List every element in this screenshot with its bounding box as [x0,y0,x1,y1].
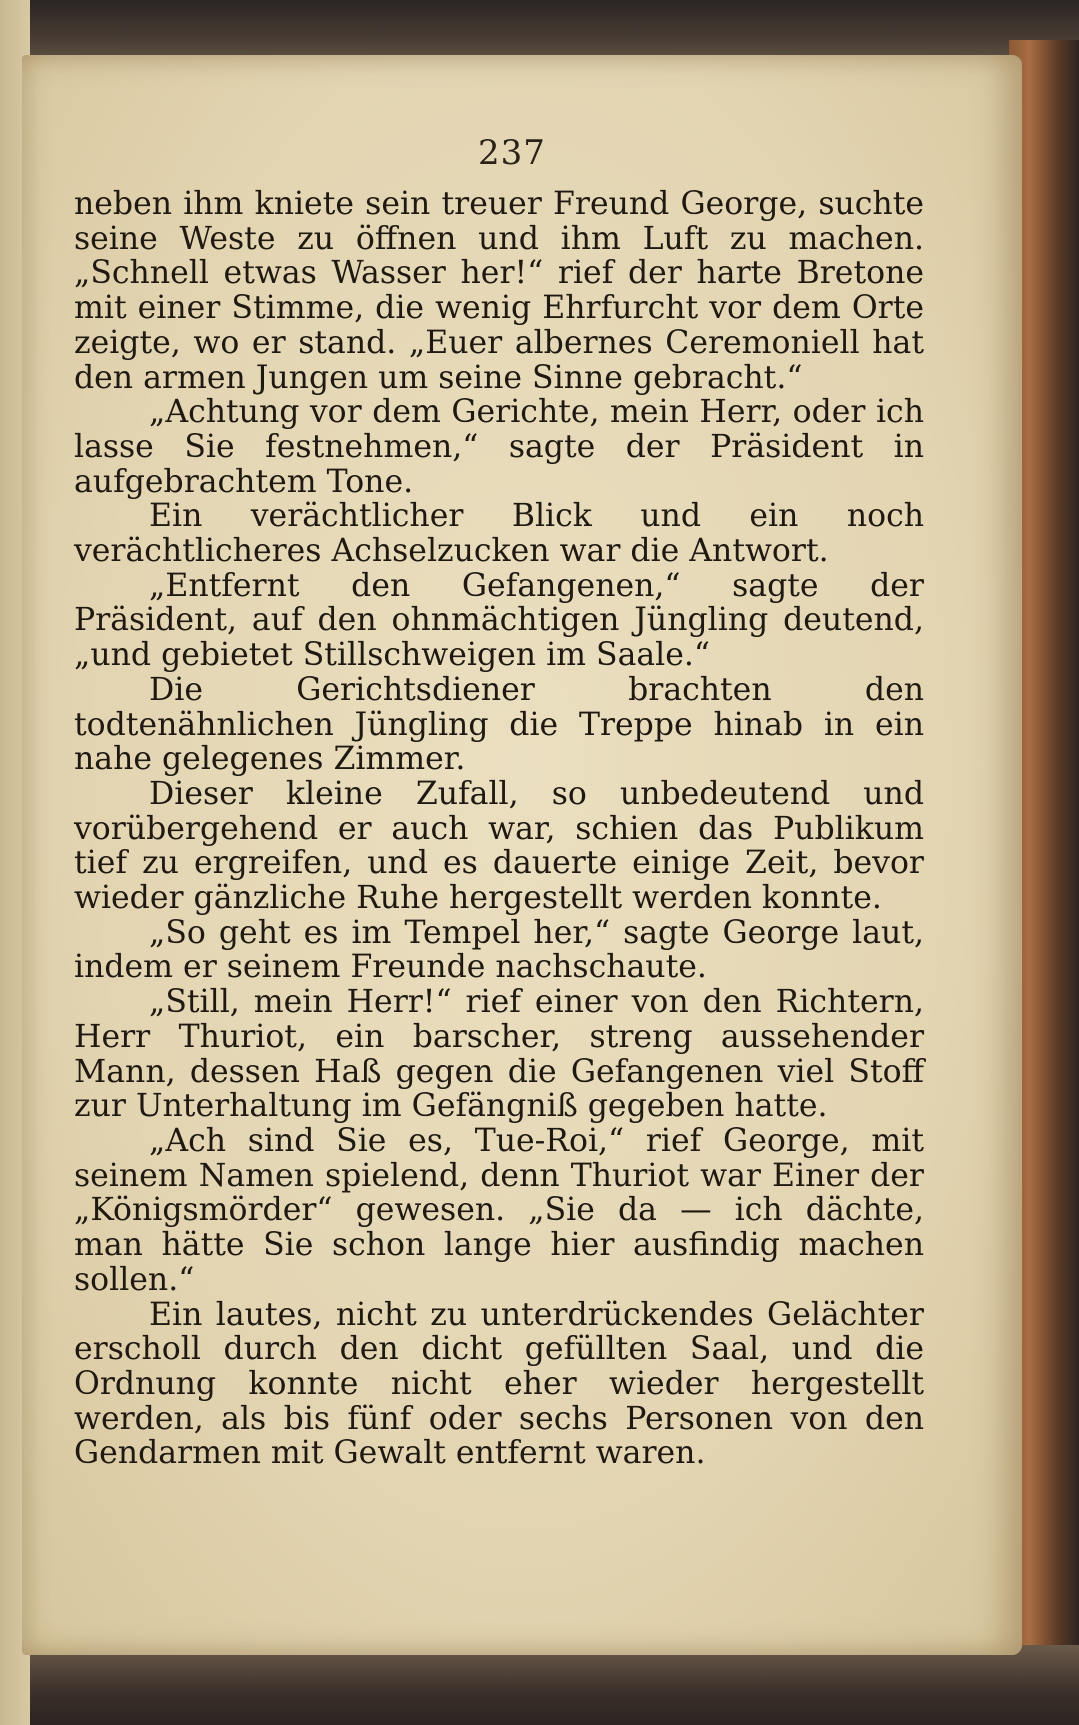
paragraph: Ein verächtlicher Blick und ein noch verächtlicheres Achselzucken war die Antwort. [74,498,924,570]
page-number: 237 [478,133,546,173]
paragraph: Die Gerichtsdiener brachten den todtenähnlichen Jüngling die Treppe hinab in ein nahe gelegenes Zimmer. [74,671,924,778]
book-binding-bottom [0,1645,1079,1725]
paragraph: „Achtung vor dem Gerichte, mein Herr, oder ich lasse Sie festnehmen,“ sagte der Präsident in aufgebrachtem Tone. [74,394,924,500]
paragraph: neben ihm kniete sein treuer Freund George, suchte seine Weste zu öffnen und ihm Luft zu machen. „Schnell etwas Wasser her!“ rief der harte Bretone mit einer Stimme, die wenig Ehrfurcht vor dem Orte zeigte, wo er stand. „Euer albernes Ceremoniell hat den armen Jungen um seine Sinne gebracht.“ [74,186,924,396]
paragraph: „So geht es im Tempel her,“ sagte George laut, indem er seinem Freunde nachschaute. [74,914,924,986]
paragraph: „Still, mein Herr!“ rief einer von den Richtern, Herr Thuriot, ein barscher, streng aussehender Mann, dessen Haß gegen die Gefangenen viel Stoff zur Unterhaltung im Gefängniß gegeben hatte. [74,984,924,1125]
paragraph: „Entfernt den Gefangenen,“ sagte der Präsident, auf den ohnmächtigen Jüngling deutend, „und gebietet Stillschweigen im Saale.“ [74,567,924,674]
paragraph: „Ach sind Sie es, Tue-Roi,“ rief George, mit seinem Namen spielend, denn Thuriot war Einer der „Königsmörder“ gewesen. „Sie da — ich dächte, man hätte Sie schon lange hier ausfindig machen sollen.“ [74,1122,924,1298]
paragraph: Dieser kleine Zufall, so unbedeutend und vorübergehend er auch war, schien das Publikum tief zu ergreifen, und es dauerte einige Zeit, bevor wieder gänzliche Ruhe hergestellt werden konnte. [74,775,924,917]
page-body [74,187,924,1471]
book-page [22,55,1022,1655]
paragraph: Ein lautes, nicht zu unterdrückendes Gelächter erscholl durch den dicht gefüllten Saal, und die Ordnung konnte nicht eher wieder hergestellt werden, als bis fünf oder sechs Personen von den Gendarmen mit Gewalt entfernt waren. [74,1296,924,1472]
